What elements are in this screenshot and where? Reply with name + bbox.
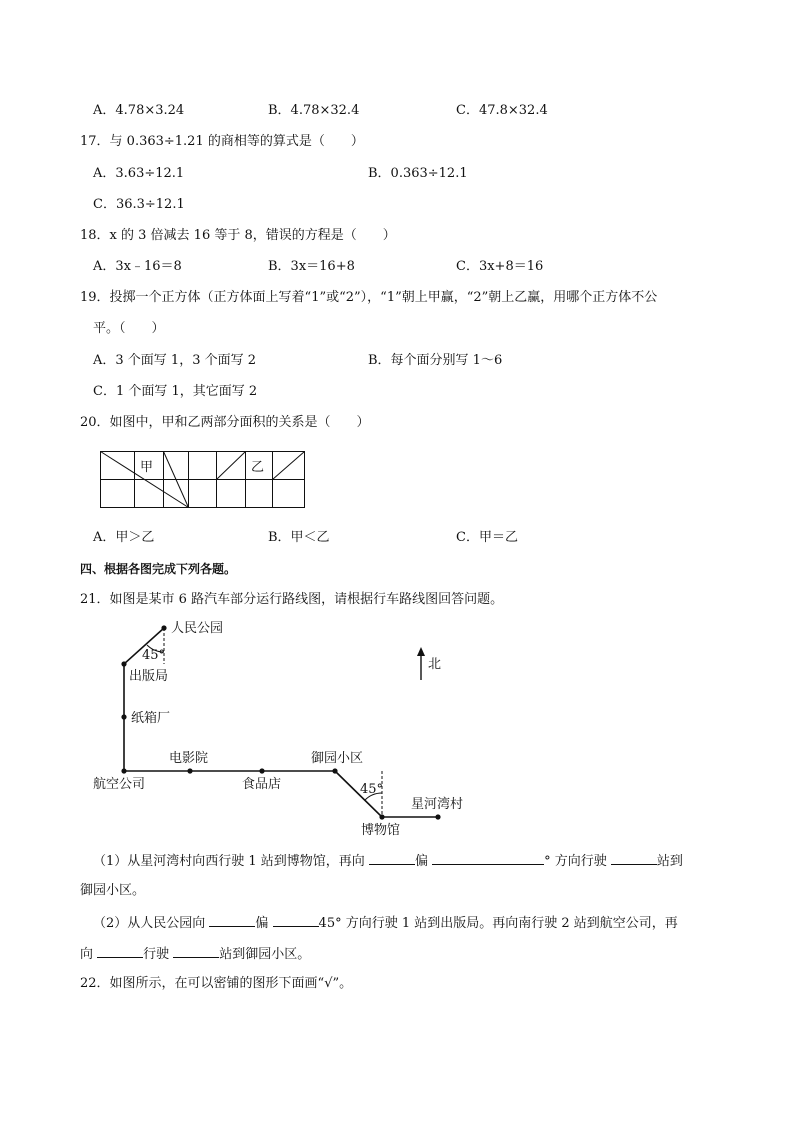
q17-option-c: C．36.3÷12.1 (93, 197, 185, 212)
q21-sub2-line2 (80, 945, 310, 963)
blank-stops-2[interactable] (173, 945, 219, 958)
q17-option-b: B．0.363÷12.1 (368, 166, 468, 181)
q21-sub2-text1: （2）从人民公园向 (93, 916, 210, 931)
q21-sub1-line2: 御园小区。 (80, 883, 146, 898)
q19-option-b: B．每个面分别写 1～6 (368, 353, 503, 368)
blank-angle-1[interactable] (432, 852, 544, 865)
q20-option-a: A．甲＞乙 (93, 530, 155, 545)
q21-stem: 21．如图是某市 6 路汽车部分运行路线图，请根据行车路线图回答问题。 (80, 592, 504, 607)
q21-sub1-text4: 站到 (656, 854, 683, 869)
station-xinghe: 星河湾村 (411, 797, 464, 812)
angle-label-bottom: 45° (360, 782, 384, 797)
q16-option-a: A．4.78×3.24 (93, 103, 185, 118)
station-carton: 纸箱厂 (131, 711, 171, 726)
station-dot-xinghe (435, 814, 440, 819)
q21-sub1-line1 (93, 852, 683, 870)
q18-option-a: A．3x﹣16＝8 (93, 259, 182, 274)
station-dot-cinema (187, 768, 192, 773)
station-dot-carton (121, 714, 126, 719)
q17-option-a: A．3.63÷12.1 (93, 166, 185, 181)
q18-option-b: B．3x＝16+8 (268, 259, 355, 274)
station-museum: 博物馆 (361, 823, 401, 838)
q21-sub2-line2-text3: 站到御园小区。 (219, 947, 311, 962)
station-cinema: 电影院 (169, 751, 209, 766)
q17-stem: 17．与 0.363÷1.21 的商相等的算式是（ ） (80, 134, 364, 149)
section-heading: 四、根据各图完成下列各题。 (80, 562, 237, 576)
q21-sub2-line1 (93, 914, 678, 932)
blank-direction-2[interactable] (209, 914, 255, 927)
blank-stops-1[interactable] (611, 852, 657, 865)
q18-option-c: C．3x+8＝16 (456, 259, 544, 274)
station-dot-publisher (121, 661, 126, 666)
q21-sub2-text3: 45° 方向行驶 1 站到出版局。再向南行驶 2 站到航空公司，再 (318, 916, 678, 931)
station-dot-park (161, 625, 166, 630)
blank-direction-4[interactable] (97, 945, 143, 958)
q21-sub1-text3: ° 方向行驶 (544, 854, 611, 869)
q20-option-c: C．甲＝乙 (456, 530, 518, 545)
q16-option-b: B．4.78×32.4 (268, 103, 360, 118)
q16-option-c: C．47.8×32.4 (456, 103, 548, 118)
label-yi: 乙 (251, 460, 265, 475)
station-yuyuan: 御园小区 (311, 751, 364, 766)
station-dot-food (259, 768, 264, 773)
q20-option-b: B．甲＜乙 (268, 530, 330, 545)
q21-sub2-line2-text2: 行驶 (143, 947, 174, 962)
q19-option-a: A．3 个面写 1，3 个面写 2 (93, 353, 257, 368)
blank-direction-3[interactable] (273, 914, 319, 927)
station-dot-museum (379, 814, 384, 819)
station-food: 食品店 (242, 777, 282, 792)
station-publisher: 出版局 (129, 669, 169, 684)
q21-sub2-text2: 偏 (255, 916, 273, 931)
q19-option-c: C．1 个面写 1，其它面写 2 (93, 384, 258, 399)
north-label: 北 (428, 657, 442, 672)
blank-direction-1[interactable] (369, 852, 415, 865)
q21-sub2-line2-text1: 向 (80, 947, 98, 962)
q20-stem: 20．如图中，甲和乙两部分面积的关系是（ ） (80, 415, 370, 430)
station-dot-airline (121, 768, 126, 773)
label-jia: 甲 (140, 460, 154, 475)
q18-stem: 18．x 的 3 倍减去 16 等于 8，错误的方程是（ ） (80, 228, 396, 243)
station-dot-yuyuan (332, 768, 337, 773)
station-park: 人民公园 (171, 621, 224, 636)
q21-sub1-text1: （1）从星河湾村向西行驶 1 站到博物馆，再向 (93, 854, 369, 869)
angle-label-top: 45° (142, 648, 166, 663)
q22-stem: 22．如图所示，在可以密铺的图形下面画“√”。 (80, 976, 353, 991)
q19-stem-line1: 19．投掷一个正方体（正方体面上写着“1”或“2”），“1”朝上甲赢，“2”朝上乙赢，用哪个正方体不公 (80, 290, 658, 305)
station-airline: 航空公司 (93, 777, 146, 792)
q21-sub1-text2: 偏 (414, 854, 433, 869)
north-arrow-icon (417, 647, 425, 680)
q19-stem-line2: 平。（ ） (93, 321, 165, 336)
